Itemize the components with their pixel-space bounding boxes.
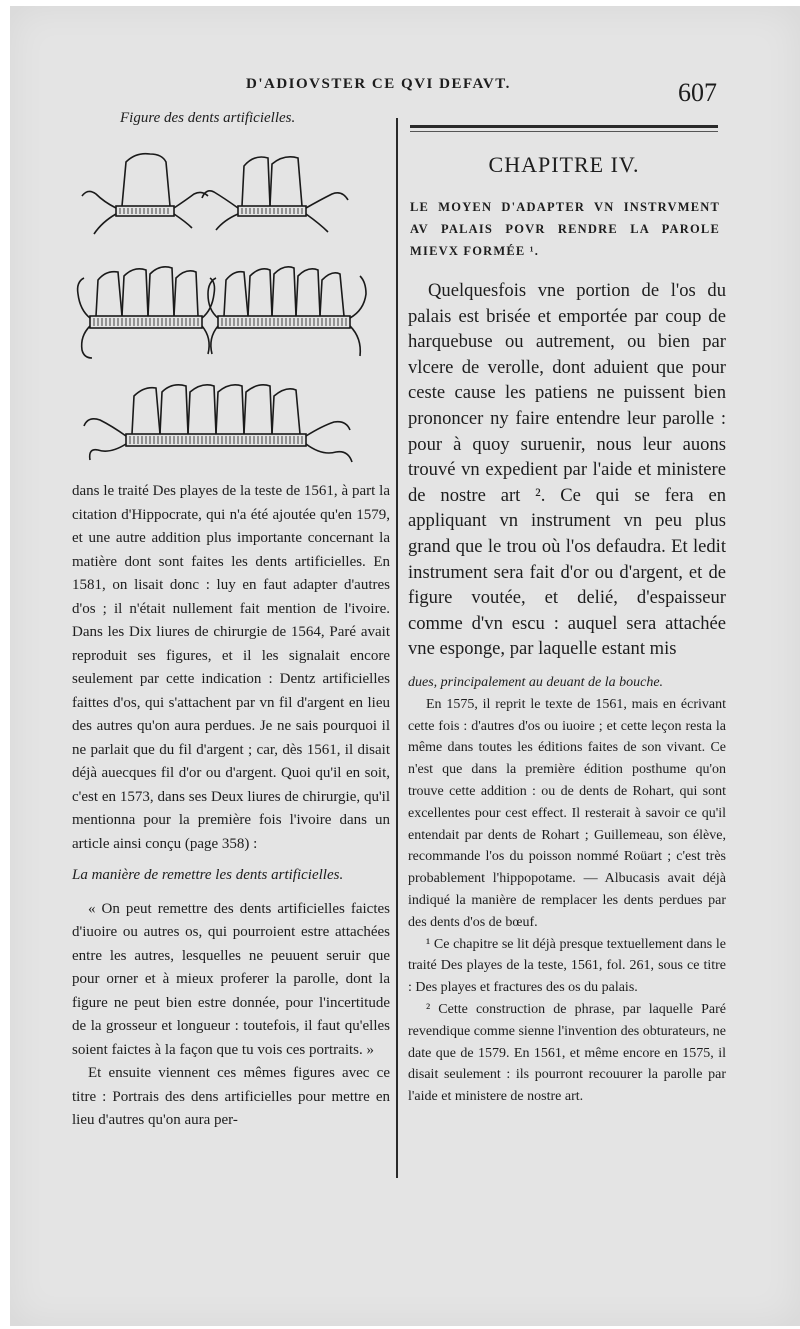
header-rule bbox=[410, 125, 718, 128]
chapter-body-paragraph: Quelquesfois vne portion de l'os du palais est brisée et emportée par coup de harquebuse ou autrement, ou bien par vlcere de verolle, dont aduient que pour ceste cause les patiens ne puissent bien prononcer ny faire entendre leur parolle : pour à quoy suruenir, nous leur auons trouvé vn expedient par l'aide et ministere de nostre art ². Ce qui se fera en appliquant vn instrument vn peu plus grand que le trou où l'os defaudra. Et ledit instrument sera fait d'or ou d'argent, et de figure voutée, et delié, d'espaisseur comme d'vn escu : auquel sera attachée vne esponge, par laquelle estant mis bbox=[408, 280, 726, 660]
left-paragraph-2: « On peut remettre des dents artificielles faictes d'iuoire ou autres os, qui pourroient estre attachées entre les autres, lesquelles ne peuuent seruir que pour orner et à mieux proferer la parolle, dont la figure ne peut bien estre donnée, pour l'incertitude de la grosseur et longueur : toutefois, il faut qu'elles soient faictes à la façon que tu vois ces portraits. » bbox=[72, 900, 390, 1058]
double-tooth-right bbox=[202, 157, 348, 232]
figure-caption: Figure des dents artificielles. bbox=[120, 110, 296, 126]
left-paragraph-3: Et ensuite viennent ces mêmes figures avec ce titre : Portrais des dens artificielles pour mettre en lieu d'autres qu'on aura per- bbox=[72, 1065, 390, 1128]
five-teeth-right bbox=[208, 267, 366, 356]
chapter-title: CHAPITRE IV. bbox=[488, 152, 640, 177]
footnote-2: ² Cette construction de phrase, par laquelle Paré revendique comme sienne l'invention des obturateurs, ne date que de 1579. En 1561, et même encore en 1575, il disait seulement : ils pourront recouurer la parolle par l'aide et ministere de nostre art. bbox=[408, 1001, 726, 1105]
running-head: D'ADIOVSTER CE QVI DEFAVT. bbox=[246, 76, 511, 92]
chapter-body bbox=[408, 278, 726, 662]
note-continuation: dues, principalement au deuant de la bouche. bbox=[408, 675, 664, 690]
footnotes bbox=[408, 672, 726, 1108]
chapter-subtitle: LE MOYEN D'ADAPTER VN INSTRVMENT AV PALAIS POVR RENDRE LA PAROLE MIEVX FORMÉE ¹. bbox=[410, 200, 720, 258]
book-page bbox=[10, 6, 800, 1326]
left-paragraph-1: dans le traité Des playes de la teste de 1561, à part la citation d'Hippocrate, qui n'a été ajoutée qu'en 1579, et une autre addition plus importante concernant la matière dont sont faites les dents artificielles. En 1581, on lisait donc : luy en faut adapter d'autres d'os ; il n'était nullement fait mention de l'ivoire. Dans les Dix liures de chirurgie de 1564, Paré avait reproduit ses figures, et il les signalait encore seulement par cette indication : Dentz artificielles faittes d'os, qui s'attachent par vn fil d'argent en lieu des autres qu'on aura perdues. Je ne sais pourquoi il ne parlait que du fil d'argent ; car, dès 1561, il disait déjà auecques fil d'or ou d'argent. Quoi qu'il en soit, c'est en 1573, dans ses Deux liures de chirurgie, qu'il mentionna pour la première fois l'ivoire dans un article ainsi conçu (page 358) : bbox=[72, 483, 390, 852]
six-teeth-bottom bbox=[84, 385, 352, 462]
header-rule-thin bbox=[410, 131, 718, 132]
artificial-teeth-figure bbox=[74, 144, 394, 474]
single-tooth-left bbox=[82, 154, 208, 234]
page-number: 607 bbox=[678, 78, 717, 107]
four-teeth-left bbox=[78, 267, 215, 358]
note-paragraph: En 1575, il reprit le texte de 1561, mais en écrivant cette fois : d'autres d'os ou iuoire ; et cette leçon resta la même dans toutes les éditions faites de son vivant. Ce n'est que dans la première édition posthume qu'on trouve cette addition : ou de dents de Rohart, qui sont excellentes pour cest effect. Il resterait à savoir ce qu'il entendait par dents de Rohart ; Guillemeau, son élève, recommande l'os du poisson nommé Roüart ; c'est très probablement l'hippopotame. — Albucasis avait déjà indiqué la manière de remplacer les dents perdues par des dents d'os de bœuf. bbox=[408, 696, 726, 930]
left-column-text bbox=[72, 480, 390, 1133]
footnote-1: ¹ Ce chapitre se lit déjà presque textuellement dans le traité Des playes de la teste, 1561, fol. 261, sous ce titre : Des playes et fractures des os du palais. bbox=[408, 936, 726, 996]
left-subhead: La manière de remettre les dents artificielles. bbox=[72, 867, 344, 883]
teeth-illustration bbox=[74, 144, 394, 474]
column-divider bbox=[396, 118, 398, 1178]
